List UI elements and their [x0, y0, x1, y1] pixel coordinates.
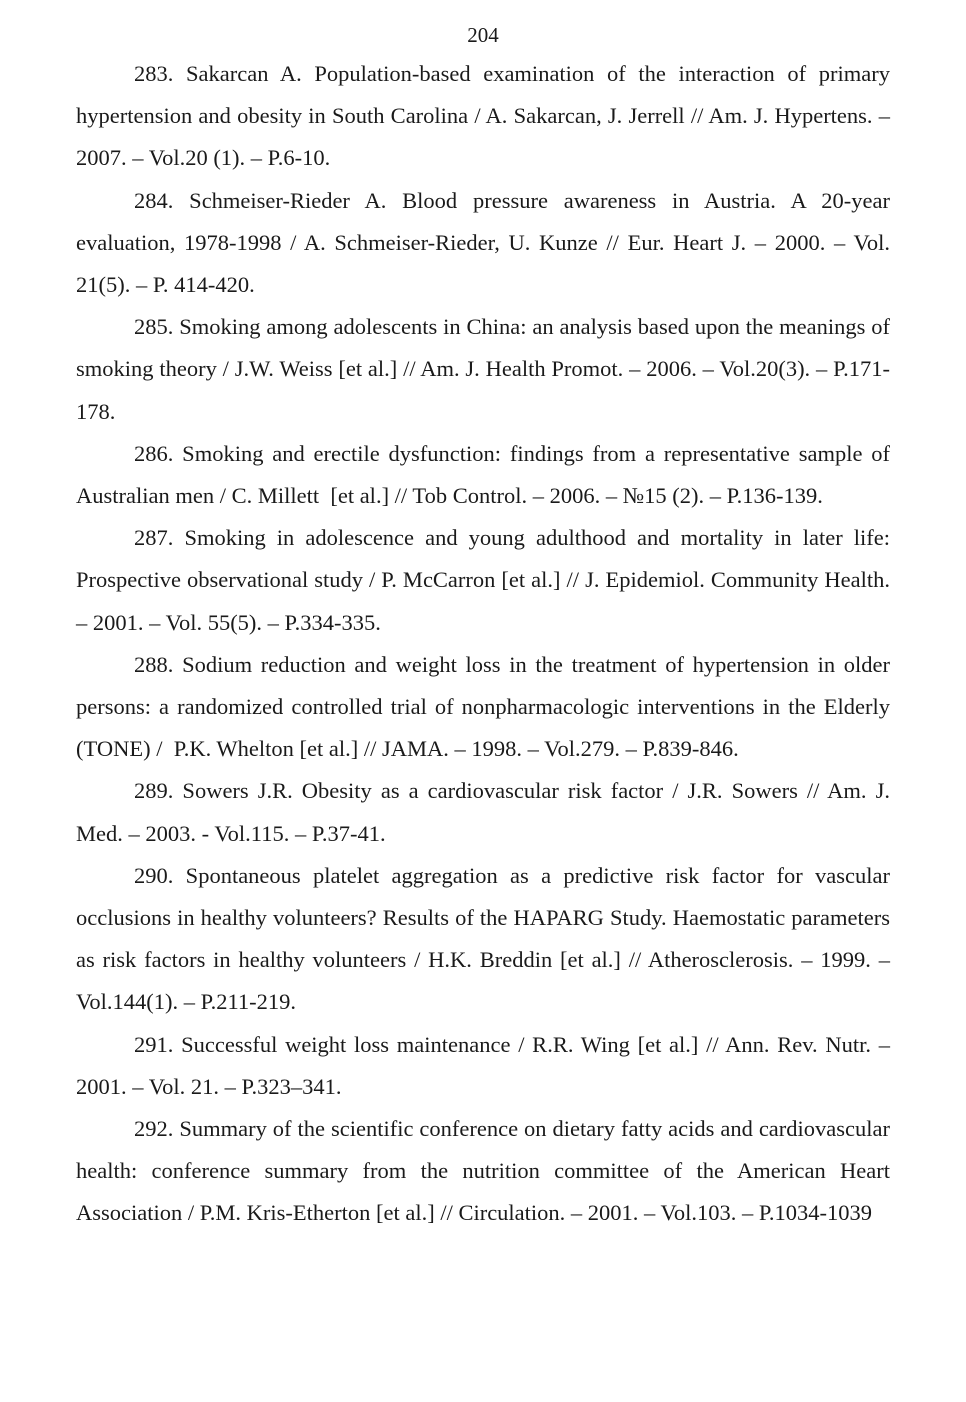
reference-item-289: 289. Sowers J.R. Obesity as a cardiovascular risk factor / J.R. Sowers // Am. J. Med. – 2003. - Vol.115. – P.37-41.: [76, 778, 896, 846]
reference-item-291: 291. Successful weight loss maintenance / R.R. Wing [et al.] // Ann. Rev. Nutr. – 2001. – Vol. 21. – P.323–341.: [76, 1031, 896, 1099]
reference-item-286: 286. Smoking and erectile dysfunction: findings from a representative sample of Australian men / C. Millett [et al.] // Tob Control. – 2006. – №15 (2). – P.136-139.: [76, 440, 895, 509]
reference-item-287: 287. Smoking in adolescence and young adulthood and mortality in later life: Prospective observational study / P. McCarron [et al.] // J. Epidemiol. Community Health. – 2001. – Vol. 55(5). – P.334-335.: [76, 525, 896, 635]
page-number: 204: [467, 23, 499, 47]
reference-item-288: 288. Sodium reduction and weight loss in the treatment of hypertension in older persons: a randomized controlled trial of nonpharmacologic interventions in the Elderly (TONE) / P.K. Whelton [et al.] // JAMA. – 1998. – Vol.279. – P.839-846.: [76, 651, 896, 762]
reference-item-290: 290. Spontaneous platelet aggregation as a predictive risk factor for vascular occlusions in healthy volunteers? Results of the HAPARG Study. Haemostatic parameters as risk factors in healthy volunteers / H.K. Breddin [et al.] // Atherosclerosis. – 1999. – Vol.144(1). – P.211-219.: [76, 862, 896, 1015]
reference-item-292: 292. Summary of the scientific conference on dietary fatty acids and cardiovascular health: conference summary from the nutrition committee of the American Heart Association / P.M. Kris-Etherton [et al.] // Circulation. – 2001. – Vol.103. – P.1034-1039: [76, 1116, 896, 1226]
reference-item-283: 283. Sakarcan A. Population-based examination of the interaction of primary hypertension and obesity in South Carolina / A. Sakarcan, J. Jerrell // Am. J. Hypertens. – 2007. – Vol.20 (1). – P.6-10.: [76, 61, 896, 171]
reference-item-284: 284. Schmeiser-Rieder A. Blood pressure awareness in Austria. A 20-year evaluation, 1978-1998 / A. Schmeiser-Rieder, U. Kunze // Eur. Heart J. – 2000. – Vol. 21(5). – P. 414-420.: [76, 187, 896, 298]
reference-item-285: 285. Smoking among adolescents in China: an analysis based upon the meanings of smoking theory / J.W. Weiss [et al.] // Am. J. Health Promot. – 2006. – Vol.20(3). – P.171-178.: [76, 314, 896, 424]
reference-list: [76, 53, 896, 1235]
